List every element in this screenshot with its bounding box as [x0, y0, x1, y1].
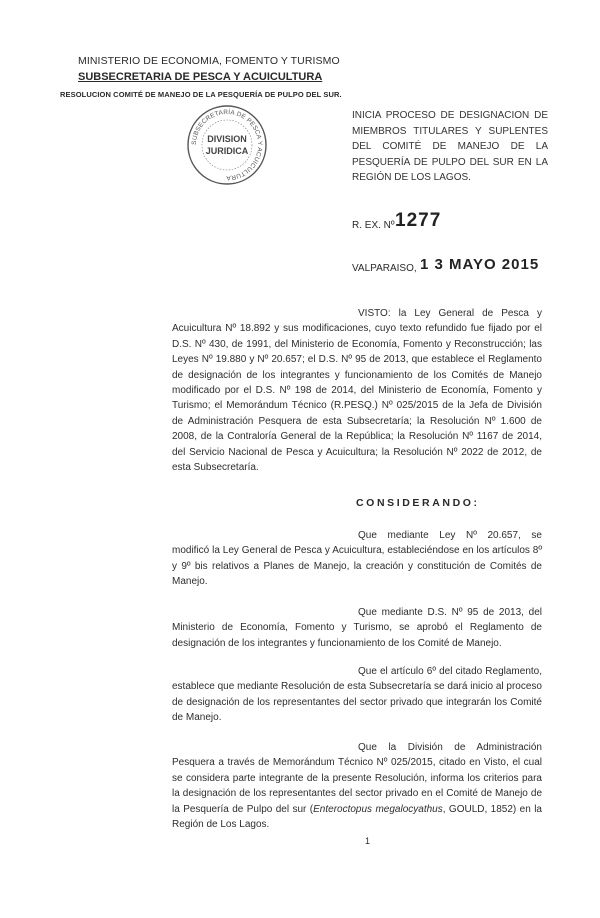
visto-lead: VISTO:: [358, 308, 391, 319]
date-stamp: 1 3 MAYO 2015: [420, 256, 540, 273]
considerando-paragraph-4: Que la División de Administración Pesquera a través de Memorándum Técnico Nº 025/2015, citado en Visto, el cual se considera parte integrante de la presente Resolución, informa los criterios para la designación de los representantes del sector privado en el Comité de Manejo de la Pesquería de Pulpo del sur (Enteroctopus megalocyathus, GOULD, 1852) en la Región de Los Lagos.: [172, 742, 542, 831]
place: VALPARAISO,: [352, 263, 417, 274]
considerando-paragraph-2: Que mediante D.S. Nº 95 de 2013, del Ministerio de Economía, Fomento y Turismo, se aprobó el Reglamento de designación de los integrantes y funcionamiento de los Comité de Manejo.: [172, 607, 542, 649]
considerando-paragraph-1: Que mediante Ley Nº 20.657, se modificó la Ley General de Pesca y Acuicultura, estableciéndose en los artículos 8º y 9º bis relativos a Planes de Manejo, la creación y constitución de Comités de Manejo.: [172, 530, 542, 588]
species-name: Enteroctopus megalocyathus: [313, 803, 443, 815]
resolution-number-label: R. EX. Nº: [352, 220, 395, 231]
stamp-ring-text: SUBSECRETARÍA DE PESCA Y ACUICULTURA: [190, 108, 264, 182]
subsecretaria-heading: SUBSECRETARIA DE PESCA Y ACUICULTURA: [78, 71, 323, 83]
visto-text: la Ley General de Pesca y Acuicultura Nº 18.892 y sus modificaciones, cuyo texto refundido fue fijado por el D.S. Nº 430, de 1991, del Ministerio de Economía, Fomento y Reconstrucción; las Leyes Nº 19.880 y Nº 20.657; el D.S. Nº 95 de 2013, que establece el Reglamento de designación de los integrantes y funcionamiento de los Comités de Manejo modificado por el D.S. Nº 198 de 2014, del Ministerio de Economía, Fomento y Turismo; el Memorándum Técnico (R.PESQ.) Nº 025/2015 de la Jefa de División de Administración Pesquera de esta Subsecretaría; la Resolución Nº 1.600 de 2008, de la Contraloría General de la República; la Resolución Nº 1167 de 2014, del Servicio Nacional de Pesca y Acuicultura; la Resolución Nº 2022 de 2012, de esta Subsecretaría.: [172, 308, 542, 474]
stamp-line-1: DIVISION: [207, 134, 247, 144]
considerando-heading: CONSIDERANDO:: [356, 497, 480, 509]
page-number: 1: [365, 836, 371, 846]
division-juridica-stamp: [186, 104, 268, 186]
committee-heading: RESOLUCION COMITÉ DE MANEJO DE LA PESQUERÍA DE PULPO DEL SUR.: [60, 90, 342, 99]
resolution-number: 1277: [395, 210, 442, 231]
visto-paragraph: [172, 306, 542, 475]
ministry-heading: MINISTERIO DE ECONOMIA, FOMENTO Y TURISMO: [78, 55, 340, 67]
considerando-paragraph-3: Que el artículo 6º del citado Reglamento, establece que mediante Resolución de esta Subsecretaría se dará inicio al proceso de designación de los representantes del sector privado que integrarán los Comité de Manejo.: [172, 666, 542, 724]
resolution-subject: INICIA PROCESO DE DESIGNACION DE MIEMBROS TITULARES Y SUPLENTES DEL COMITÉ DE MANEJO DE LA PESQUERÍA DE PULPO DEL SUR EN LA REGIÓN DE LOS LAGOS.: [352, 110, 548, 183]
stamp-line-2: JURIDICA: [205, 146, 249, 156]
